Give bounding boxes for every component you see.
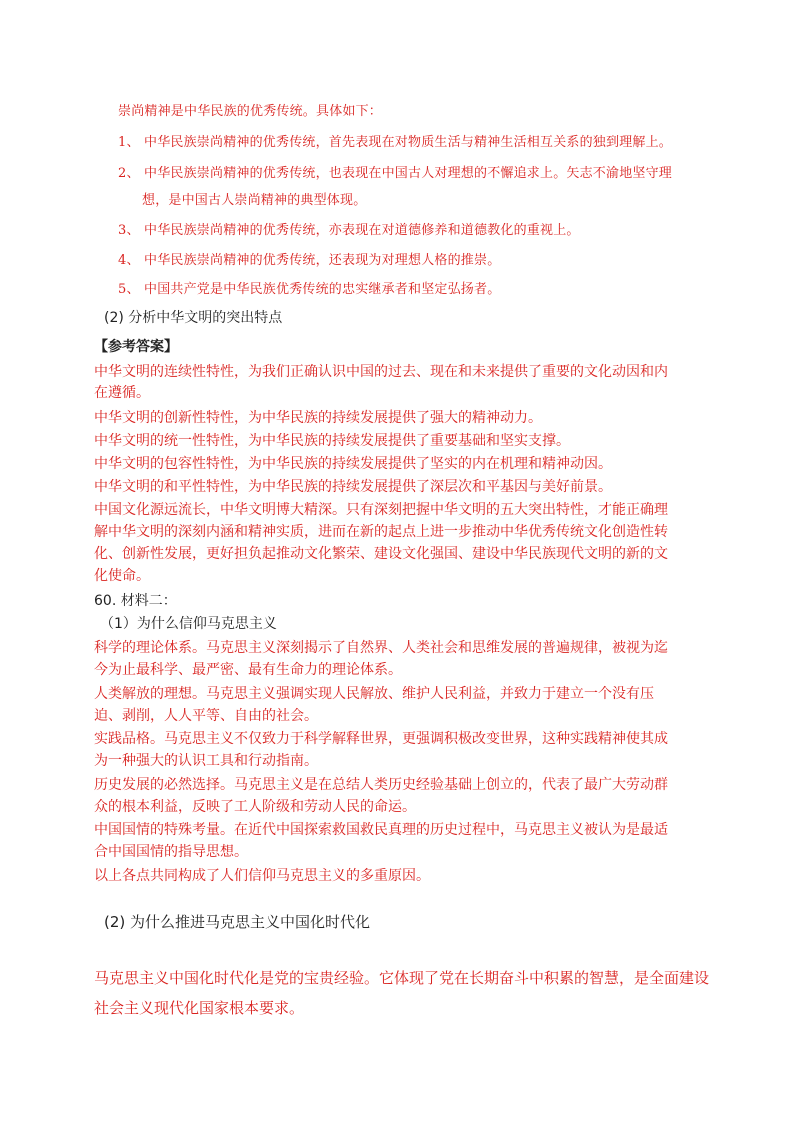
answer-line: 化使命。 [94, 568, 150, 584]
answer-line: 合中国国情的指导思想。 [94, 844, 248, 860]
answer-line: 今为止最科学、最严密、最有生命力的理论体系。 [94, 662, 402, 678]
answer-line: 中华文明的统一性特性，为中华民族的持续发展提供了重要基础和坚实支撑。 [94, 433, 570, 449]
answer-line: 迫、剥削，人人平等、自由的社会。 [94, 708, 318, 724]
answer-line: 解中华文明的深刻内涵和精神实质，进而在新的起点上进一步推动中华优秀传统文化创造性转 [94, 524, 668, 540]
list-item: 5、 中国共产党是中华民族优秀传统的忠实继承者和坚定弘扬者。 [118, 282, 501, 297]
answer-line: 中华文明的创新性特性，为中华民族的持续发展提供了强大的精神动力。 [94, 410, 542, 426]
answer-line: 众的根本利益，反映了工人阶级和劳动人民的命运。 [94, 799, 416, 815]
question-heading: (2) 为什么推进马克思主义中国化时代化 [104, 913, 371, 931]
answer-line: 中华文明的连续性特性，为我们正确认识中国的过去、现在和未来提供了重要的文化动因和内 [94, 364, 668, 380]
answer-line: 社会主义现代化国家根本要求。 [94, 999, 305, 1017]
list-item: 2、 中华民族崇尚精神的优秀传统，也表现在中国古人对理想的不懈追求上。矢志不渝地坚守理 [118, 166, 673, 181]
answer-line: 中国国情的特殊考量。在近代中国探索救国救民真理的历史过程中，马克思主义被认为是最适 [94, 822, 668, 838]
question-heading: (2) 分析中华文明的突出特点 [104, 310, 283, 326]
answer-line: 化、创新性发展，更好担负起推动文化繁荣、建设文化强国、建设中华民族现代文明的新的文 [94, 546, 668, 562]
list-item-continuation: 想，是中国古人崇尚精神的典型体现。 [142, 193, 367, 208]
answer-line: 科学的理论体系。马克思主义深刻揭示了自然界、人类社会和思维发展的普遍规律，被视为迄 [94, 640, 668, 656]
list-item: 4、 中华民族崇尚精神的优秀传统，还表现为对理想人格的推崇。 [118, 253, 501, 268]
list-item: 3、 中华民族崇尚精神的优秀传统，亦表现在对道德修养和道德教化的重视上。 [118, 223, 580, 238]
answer-line: 为一种强大的认识工具和行动指南。 [94, 753, 318, 769]
question-heading: （1）为什么信仰马克思主义 [100, 616, 277, 632]
list-item: 1、 中华民族崇尚精神的优秀传统，首先表现在对物质生活与精神生活相互关系的独到理解上。 [118, 135, 673, 150]
material-heading: 60. 材料二： [94, 593, 177, 609]
answer-line: 人类解放的理想。马克思主义强调实现人民解放、维护人民利益，并致力于建立一个没有压 [94, 686, 654, 702]
answer-line: 中华文明的和平性特性，为中华民族的持续发展提供了深层次和平基因与美好前景。 [94, 479, 612, 495]
section-intro: 崇尚精神是中华民族的优秀传统。具体如下： [118, 104, 383, 119]
answer-line: 历史发展的必然选择。马克思主义是在总结人类历史经验基础上创立的，代表了最广大劳动群 [94, 777, 668, 793]
answer-line: 中国文化源远流长，中华文明博大精深。只有深刻把握中华文明的五大突出特性，才能正确理 [94, 502, 668, 518]
answer-line: 马克思主义中国化时代化是党的宝贵经验。它体现了党在长期奋斗中积累的智慧，是全面建设 [94, 969, 710, 987]
answer-line: 中华文明的包容性特性，为中华民族的持续发展提供了坚实的内在机理和精神动因。 [94, 456, 612, 472]
answer-line: 以上各点共同构成了人们信仰马克思主义的多重原因。 [94, 868, 430, 884]
answer-label: 【参考答案】 [94, 339, 178, 355]
answer-line: 在遵循。 [94, 385, 150, 401]
answer-line: 实践品格。马克思主义不仅致力于科学解释世界，更强调积极改变世界，这种实践精神使其成 [94, 731, 668, 747]
